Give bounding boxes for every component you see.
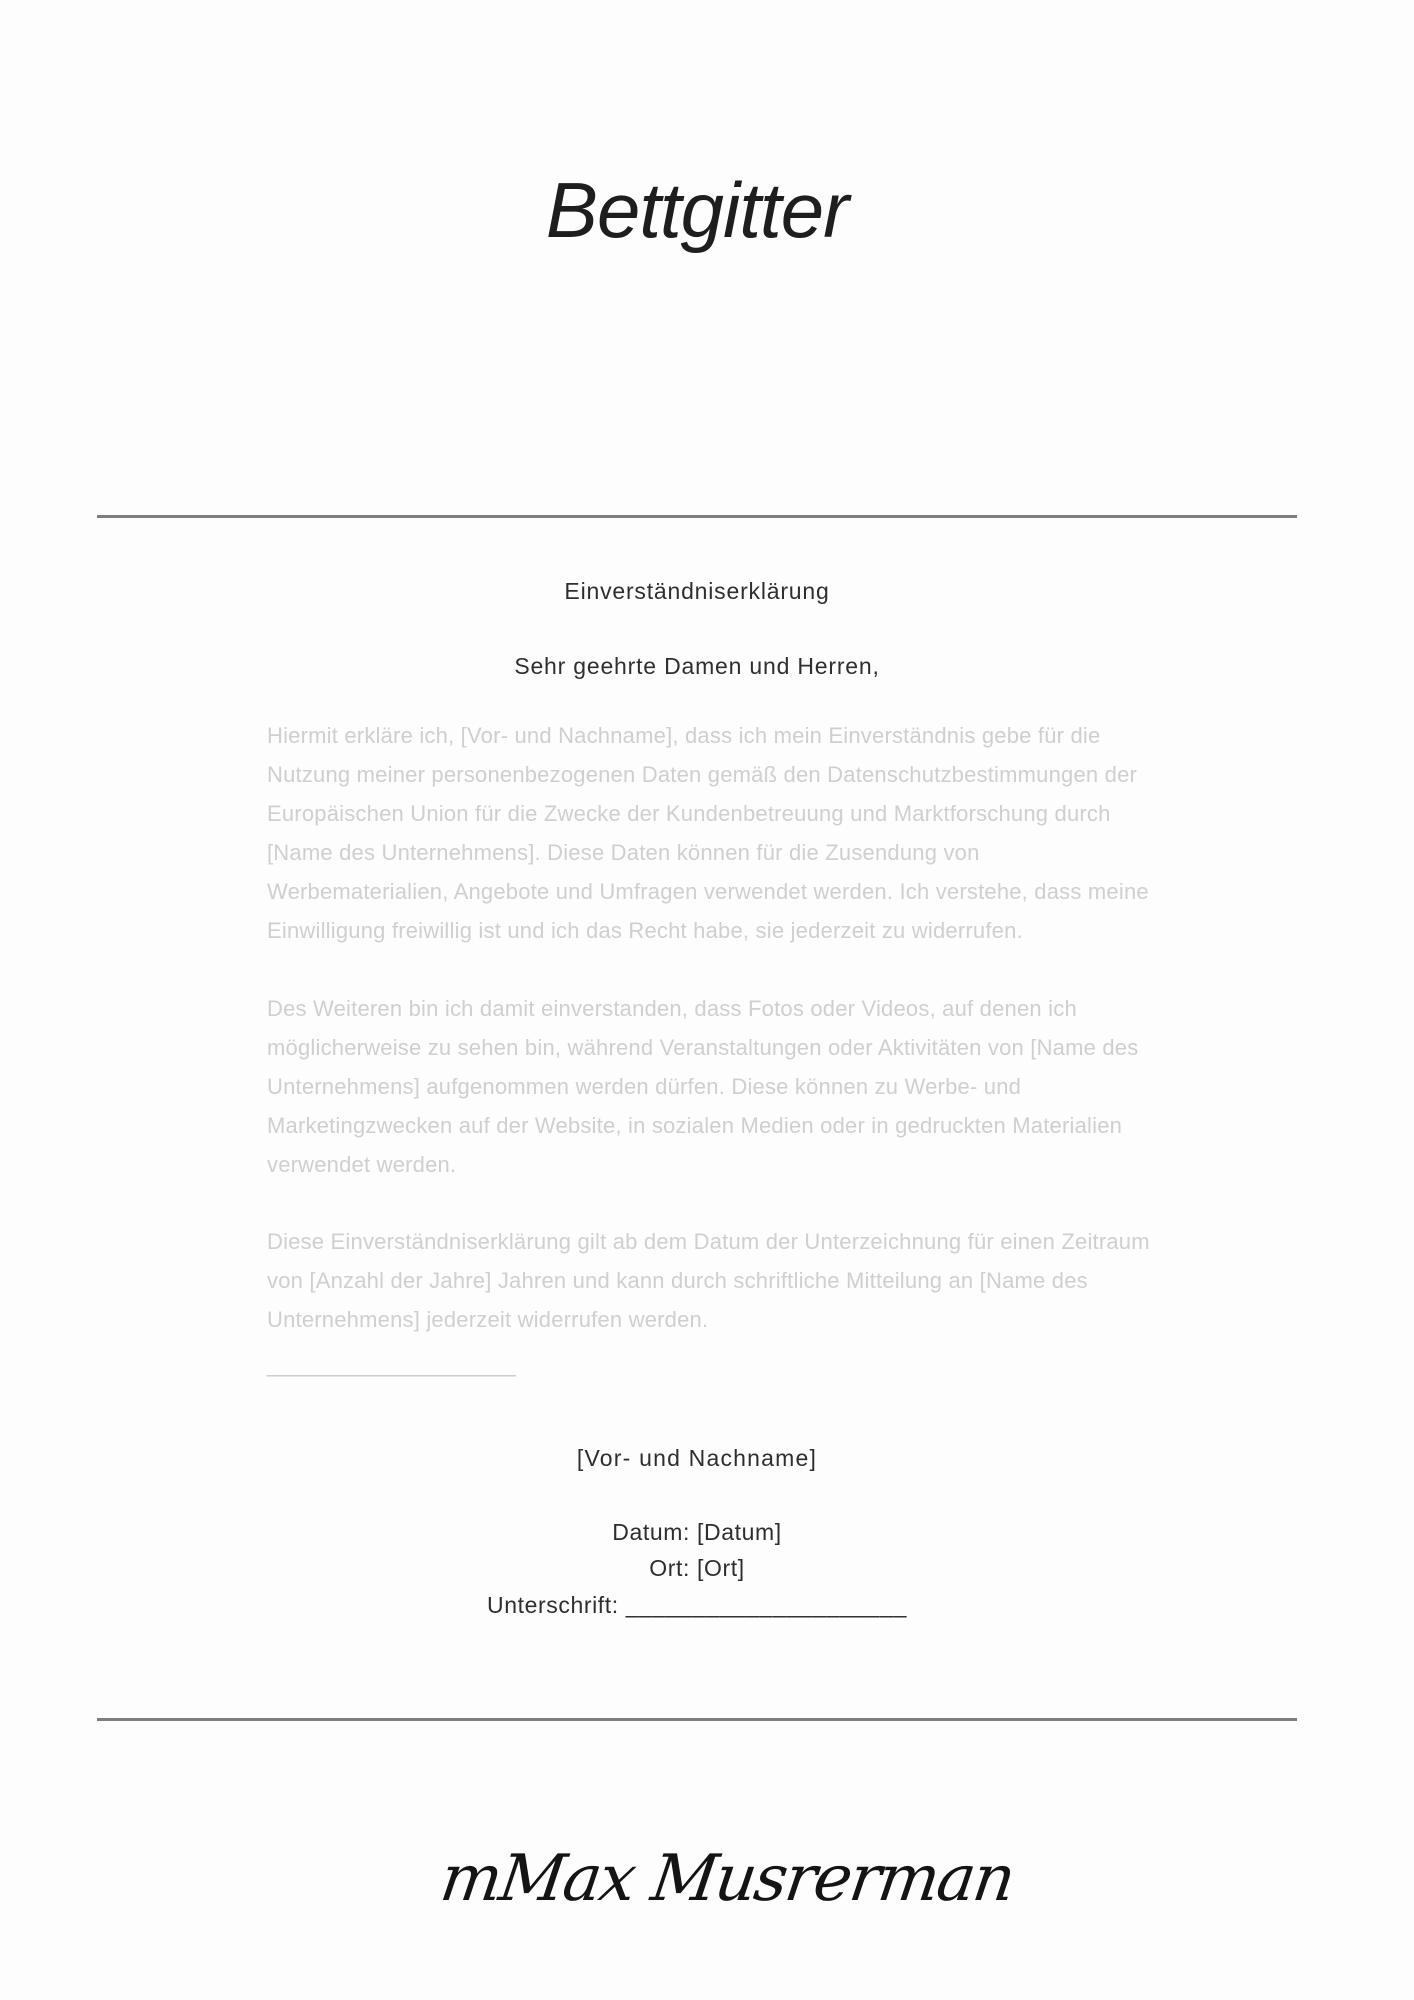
- document-title: Bettgitter: [545, 166, 849, 254]
- consent-paragraph-data-usage: Hiermit erkläre ich, [Vor- und Nachname], dass ich mein Einverständnis gebe für die Nutzung meiner personenbezogenen Daten gemäß den Datenschutzbestimmungen der Europäischen Union für die Zwecke der Kundenbetreuung und Marktforschung durch [Name des Unternehmens]. Diese Daten können für die Zusendung von Werbematerialien, Angebote und Umfragen verwendet werden. Ich verstehe, dass meine Einwilligung freiwillig ist und ich das Recht habe, sie jederzeit zu widerrufen.: [267, 723, 1149, 943]
- bottom-divider: [97, 1718, 1297, 1721]
- consent-paragraph-photo-video: Des Weiteren bin ich damit einverstanden, dass Fotos oder Videos, auf denen ich möglicherweise zu sehen bin, während Veranstaltungen oder Aktivitäten von [Name des Unternehmens] aufgenommen werden dürfen. Diese können zu Werbe- und Marketingzwecken auf der Website, in sozialen Medien oder in gedruckten Materialien verwendet werden.: [267, 996, 1139, 1177]
- salutation-line: Sehr geehrte Damen und Herren,: [514, 653, 880, 679]
- consent-paragraph-validity: Diese Einverständniserklärung gilt ab dem Datum der Unterzeichnung für einen Zeitraum von [Anzahl der Jahre] Jahren und kann durch schriftliche Mitteilung an [Name des Unternehmens] jederzeit widerrufen werden.: [267, 1229, 1150, 1332]
- blank-fill-line: ____________________: [267, 1352, 516, 1377]
- declaration-heading: Einverständniserklärung: [564, 578, 830, 604]
- handwritten-signature: mMax Musrerman: [436, 1842, 1019, 1916]
- signature-field-line: Unterschrift: _____________________: [487, 1592, 907, 1618]
- top-divider: [97, 515, 1297, 518]
- signer-name-placeholder: [Vor- und Nachname]: [576, 1445, 818, 1471]
- place-field-line: Ort: [Ort]: [649, 1555, 745, 1581]
- date-field-line: Datum: [Datum]: [612, 1519, 782, 1545]
